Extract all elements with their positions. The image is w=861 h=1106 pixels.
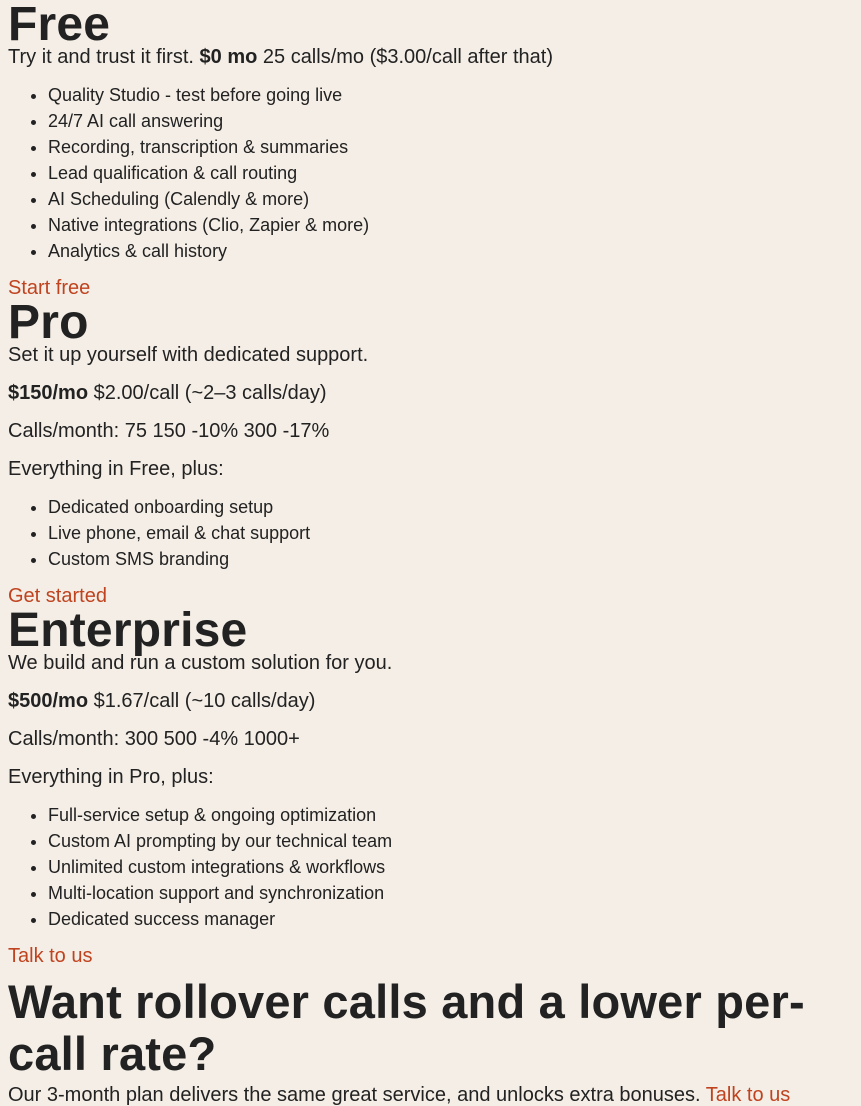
rollover-heading: Want rollover calls and a lower per-call rate? <box>8 975 805 1080</box>
list-item: • Dedicated onboarding setup <box>48 494 853 520</box>
list-item: • Quality Studio - test before going live <box>48 82 853 108</box>
plan-price: $150/mo <box>8 382 89 404</box>
plan-tagline <box>8 46 853 68</box>
feature-intro: Everything in Pro, plus: <box>8 766 214 788</box>
plan-pro <box>8 296 853 607</box>
list-item: • Unlimited custom integrations & workflows <box>48 854 853 880</box>
list-item: • Dedicated success manager <box>48 906 853 932</box>
list-item: • AI Scheduling (Calendly & more) <box>48 186 853 212</box>
list-item: • Custom AI prompting by our technical team <box>48 828 853 854</box>
feature-list <box>8 802 853 932</box>
plan-pricing <box>8 690 853 712</box>
plan-tagline: We build and run a custom solution for you. <box>8 652 393 674</box>
plan-rate: $2.00/call (~2–3 calls/day) <box>88 382 327 404</box>
feature-intro: Everything in Free, plus: <box>8 458 224 480</box>
get-started-link[interactable]: Get started <box>8 585 107 607</box>
tagline-text: Try it and trust it first. <box>8 46 200 68</box>
list-item: • 24/7 AI call answering <box>48 108 853 134</box>
feature-list <box>8 494 853 572</box>
plan-title: Pro <box>8 296 89 349</box>
calls-per-month: Calls/month: 75 150 -10% 300 -17% <box>8 420 330 442</box>
rollover-text <box>8 1084 853 1106</box>
list-item: • Live phone, email & chat support <box>48 520 853 546</box>
list-item: • Lead qualification & call routing <box>48 160 853 186</box>
list-item: • Native integrations (Clio, Zapier & more) <box>48 212 853 238</box>
rollover-section <box>8 967 853 1106</box>
list-item: • Recording, transcription & summaries <box>48 134 853 160</box>
plan-rate: $1.67/call (~10 calls/day) <box>88 690 316 712</box>
plan-pricing <box>8 382 853 404</box>
plan-price: $500/mo <box>8 690 89 712</box>
start-free-link[interactable]: Start free <box>8 277 91 299</box>
list-item: • Analytics & call history <box>48 238 853 264</box>
rollover-description: Our 3-month plan delivers the same great service, and unlocks extra bonuses. <box>8 1084 701 1106</box>
plan-free <box>8 0 853 299</box>
talk-to-us-link[interactable]: Talk to us <box>8 945 93 967</box>
rollover-talk-link[interactable]: Talk to us <box>705 1084 791 1106</box>
plan-title: Free <box>8 0 111 51</box>
feature-list <box>8 82 853 264</box>
list-item: • Full-service setup & ongoing optimization <box>48 802 853 828</box>
plan-rate: 25 calls/mo ($3.00/call after that) <box>257 46 554 68</box>
list-item: • Multi-location support and synchronization <box>48 880 853 906</box>
list-item: • Custom SMS branding <box>48 546 853 572</box>
plan-tagline: Set it up yourself with dedicated support. <box>8 344 369 366</box>
plan-price: $0 mo <box>199 46 258 68</box>
plan-title: Enterprise <box>8 604 248 657</box>
plan-enterprise <box>8 604 853 967</box>
calls-per-month: Calls/month: 300 500 -4% 1000+ <box>8 728 300 750</box>
